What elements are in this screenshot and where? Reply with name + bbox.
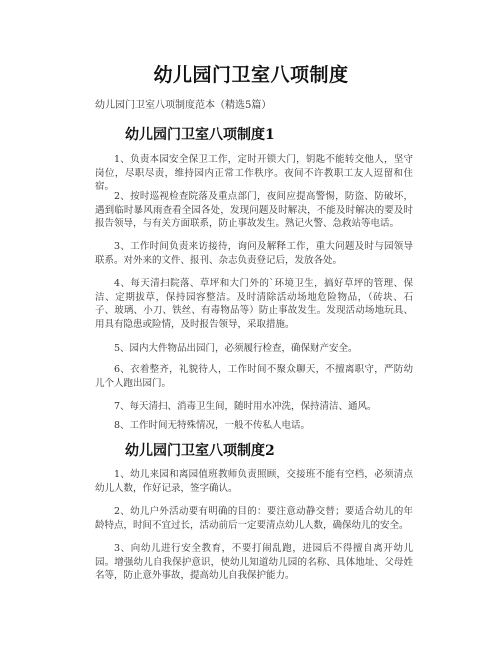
section-1-paragraph-5: 5、园内大件物品出园门，必须履行检查，确保财产安全。 bbox=[114, 343, 358, 354]
section-heading-2: 幼儿园门卫室八项制度2 bbox=[125, 443, 275, 459]
section-1-paragraph-2: 2、按时巡视检查院落及重点部门，夜间应提高警惕，防盗、防破坏，遇到临时暴风雨查看全园各处，发现问题及时解决，不能及时解决的要及时报告领导，与有关方面联系，防止事故发生。熟记火警、急救站等电话。 bbox=[95, 191, 413, 229]
section-2-paragraph-1: 1、幼儿来园和离园值班教师负责照顾，交接班不能有空档，必须清点幼儿人数，作好记录，签字确认。 bbox=[95, 469, 413, 494]
section-1-paragraph-8: 8、工作时间无特殊情况，一般不传私人电话。 bbox=[114, 420, 311, 431]
section-1-paragraph-4: 4、每天清扫院落、草坪和大门外的`环境卫生，搞好草坪的管理、保洁、定期拔草，保持园容整洁。及时清除活动场地危险物品，（砖块、石子、玻璃、小刀、铁丝、有毒物品等）防止事故发生。发现活动场地玩具、用具有隐患或险情，及时报告领导，采取措施。 bbox=[95, 278, 413, 330]
section-heading-1: 幼儿园门卫室八项制度1 bbox=[125, 127, 275, 143]
section-1-paragraph-7: 7、每天清扫、消毒卫生间，随时用水冲洗，保持清洁、通风。 bbox=[114, 401, 377, 412]
document-subtitle: 幼儿园门卫室八项制度范本（精选5篇） bbox=[95, 100, 272, 111]
section-2-paragraph-3: 3、向幼儿进行安全教育，不要打闹乱跑，进园后不得擅自离开幼儿园。增强幼儿自我保护意识，使幼儿知道幼儿园的名称、具体地址、父母姓名等，防止意外事故，提高幼儿自我保护能力。 bbox=[95, 543, 413, 581]
section-2-paragraph-2: 2、幼儿户外活动要有明确的目的：要注意动静交替；要适合幼儿的年龄特点，时间不宜过长，活动前后一定要清点幼儿人数，确保幼儿的安全。 bbox=[95, 506, 413, 531]
section-1-paragraph-1: 1、负责本园安全保卫工作，定时开锁大门，钥匙不能转交他人，坚守岗位，尽职尽责，维持园内正常工作秩序。夜间不许教职工友人逗留和住宿。 bbox=[95, 154, 413, 192]
document-title: 幼儿园门卫室八项制度 bbox=[153, 64, 349, 86]
section-1-paragraph-6: 6、衣着整齐，礼貌待人，工作时间不聚众聊天，不擅离职守，严防幼儿个人跑出园门。 bbox=[95, 364, 413, 389]
section-1-paragraph-3: 3、工作时间负责来访接待，询问及解释工作，重大问题及时与园领导联系。对外来的文件、报刊、杂志负责登记后，发放各处。 bbox=[95, 241, 413, 266]
